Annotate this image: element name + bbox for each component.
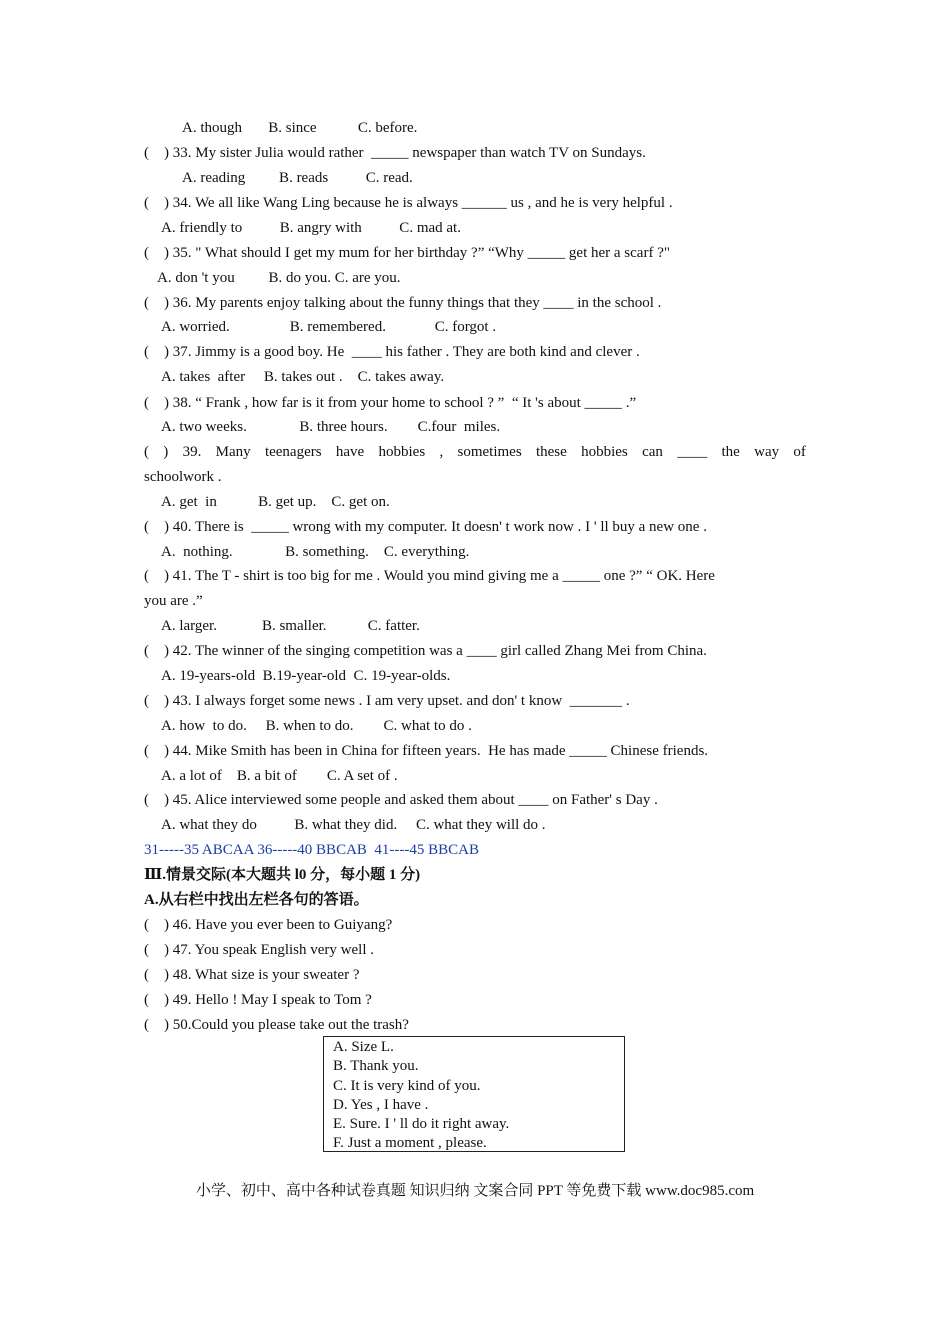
text-line: A. a lot of B. a bit of C. A set of .	[161, 768, 398, 784]
text-line: ( ) 37. Jimmy is a good boy. He ____ his father . They are both kind and clever .	[144, 344, 640, 360]
text-line: ( ) 33. My sister Julia would rather _____ newspaper than watch TV on Sundays.	[144, 145, 646, 161]
dialog-question-46: ( ) 46. Have you ever been to Guiyang?	[144, 917, 393, 933]
question-39-word: hobbies	[378, 444, 426, 460]
dialog-question-48: ( ) 48. What size is your sweater ?	[144, 967, 360, 983]
text-line: ( ) 42. The winner of the singing competition was a ____ girl called Zhang Mei from China.	[144, 643, 707, 659]
text-line: A. how to do. B. when to do. C. what to do .	[161, 718, 472, 734]
text-line: A. nothing. B. something. C. everything.	[161, 544, 470, 560]
question-39-word: (	[144, 444, 149, 460]
text-line: A. two weeks. B. three hours. C.four miles.	[161, 419, 501, 435]
question-39-word: )	[163, 444, 169, 460]
answer-option-c: C. It is very kind of you.	[333, 1077, 481, 1094]
subsection-title: A.从右栏中找出左栏各句的答语。	[144, 892, 369, 908]
text-line: ( ) 41. The T - shirt is too big for me . Would you mind giving me a _____ one ?” “ OK. Here	[144, 568, 715, 584]
text-line: A. takes after B. takes out . C. takes away.	[161, 369, 445, 385]
question-39-line	[144, 442, 806, 462]
question-39-word: have	[335, 444, 365, 460]
question-39-word: way	[754, 444, 780, 460]
text-line: A. worried. B. remembered. C. forgot .	[161, 319, 497, 335]
text-line: ( ) 44. Mike Smith has been in China for fifteen years. He has made _____ Chinese friends.	[144, 743, 709, 759]
answer-option-e: E. Sure. I ' ll do it right away.	[333, 1116, 510, 1133]
text-line: A. friendly to B. angry with C. mad at.	[161, 220, 461, 236]
question-39-word: can	[642, 444, 663, 460]
text-line: ( ) 35. " What should I get my mum for her birthday ?” “Why _____ get her a scarf ?"	[144, 245, 670, 261]
question-39-word: the	[721, 444, 740, 460]
question-39-word: 39.	[182, 444, 202, 460]
answer-key: 31-----35 ABCAA 36-----40 BBCAB 41----45 BBCAB	[144, 842, 479, 858]
question-39-word: hobbies	[581, 444, 628, 460]
question-39-word: sometimes	[457, 444, 522, 460]
answer-option-d: D. Yes , I have .	[333, 1096, 429, 1113]
text-line: A. get in B. get up. C. get on.	[161, 494, 390, 510]
question-39-word: these	[535, 444, 567, 460]
question-39-word: ,	[439, 444, 444, 460]
dialog-question-50: ( ) 50.Could you please take out the trash?	[144, 1017, 409, 1033]
text-line: A. reading B. reads C. read.	[182, 170, 413, 186]
text-line: schoolwork .	[144, 469, 222, 485]
answer-options-box	[323, 1036, 625, 1152]
section-title: Ⅲ.情景交际(本大题共 l0 分，每小题 1 分)	[144, 867, 421, 883]
text-line: A. larger. B. smaller. C. fatter.	[161, 618, 420, 634]
question-39-word: Many	[215, 444, 251, 460]
answer-option-f: F. Just a moment , please.	[333, 1135, 487, 1152]
text-line: ( ) 36. My parents enjoy talking about the funny things that they ____ in the school .	[144, 295, 662, 311]
text-line: A. 19-years-old B.19-year-old C. 19-year-olds.	[161, 668, 451, 684]
question-39-word: ____	[677, 444, 708, 460]
dialog-question-47: ( ) 47. You speak English very well .	[144, 942, 374, 958]
dialog-question-49: ( ) 49. Hello ! May I speak to Tom ?	[144, 992, 372, 1008]
page-footer: 小学、初中、高中各种试卷真题 知识归纳 文案合同 PPT 等免费下载 www.doc985.com	[195, 1183, 755, 1199]
question-39-word: teenagers	[264, 444, 322, 460]
text-line: ( ) 43. I always forget some news . I am very upset. and don' t know _______ .	[144, 693, 630, 709]
text-line: ( ) 45. Alice interviewed some people and asked them about ____ on Father' s Day .	[144, 792, 658, 808]
text-line: ( ) 34. We all like Wang Ling because he is always ______ us , and he is very helpful .	[144, 195, 673, 211]
answer-option-a: A. Size L.	[333, 1039, 394, 1055]
text-line: A. though B. since C. before.	[182, 120, 418, 136]
text-line: A. don 't you B. do you. C. are you.	[157, 270, 401, 286]
text-line: ( ) 40. There is _____ wrong with my computer. It doesn' t work now . I ' ll buy a new one .	[144, 519, 707, 535]
text-line: ( ) 38. “ Frank , how far is it from your home to school ? ” “ It 's about _____ .”	[144, 395, 637, 411]
answer-option-b: B. Thank you.	[333, 1058, 419, 1075]
text-line: A. what they do B. what they did. C. what they will do .	[161, 817, 546, 833]
text-line: you are .”	[144, 593, 203, 609]
question-39-word: of	[793, 444, 806, 460]
